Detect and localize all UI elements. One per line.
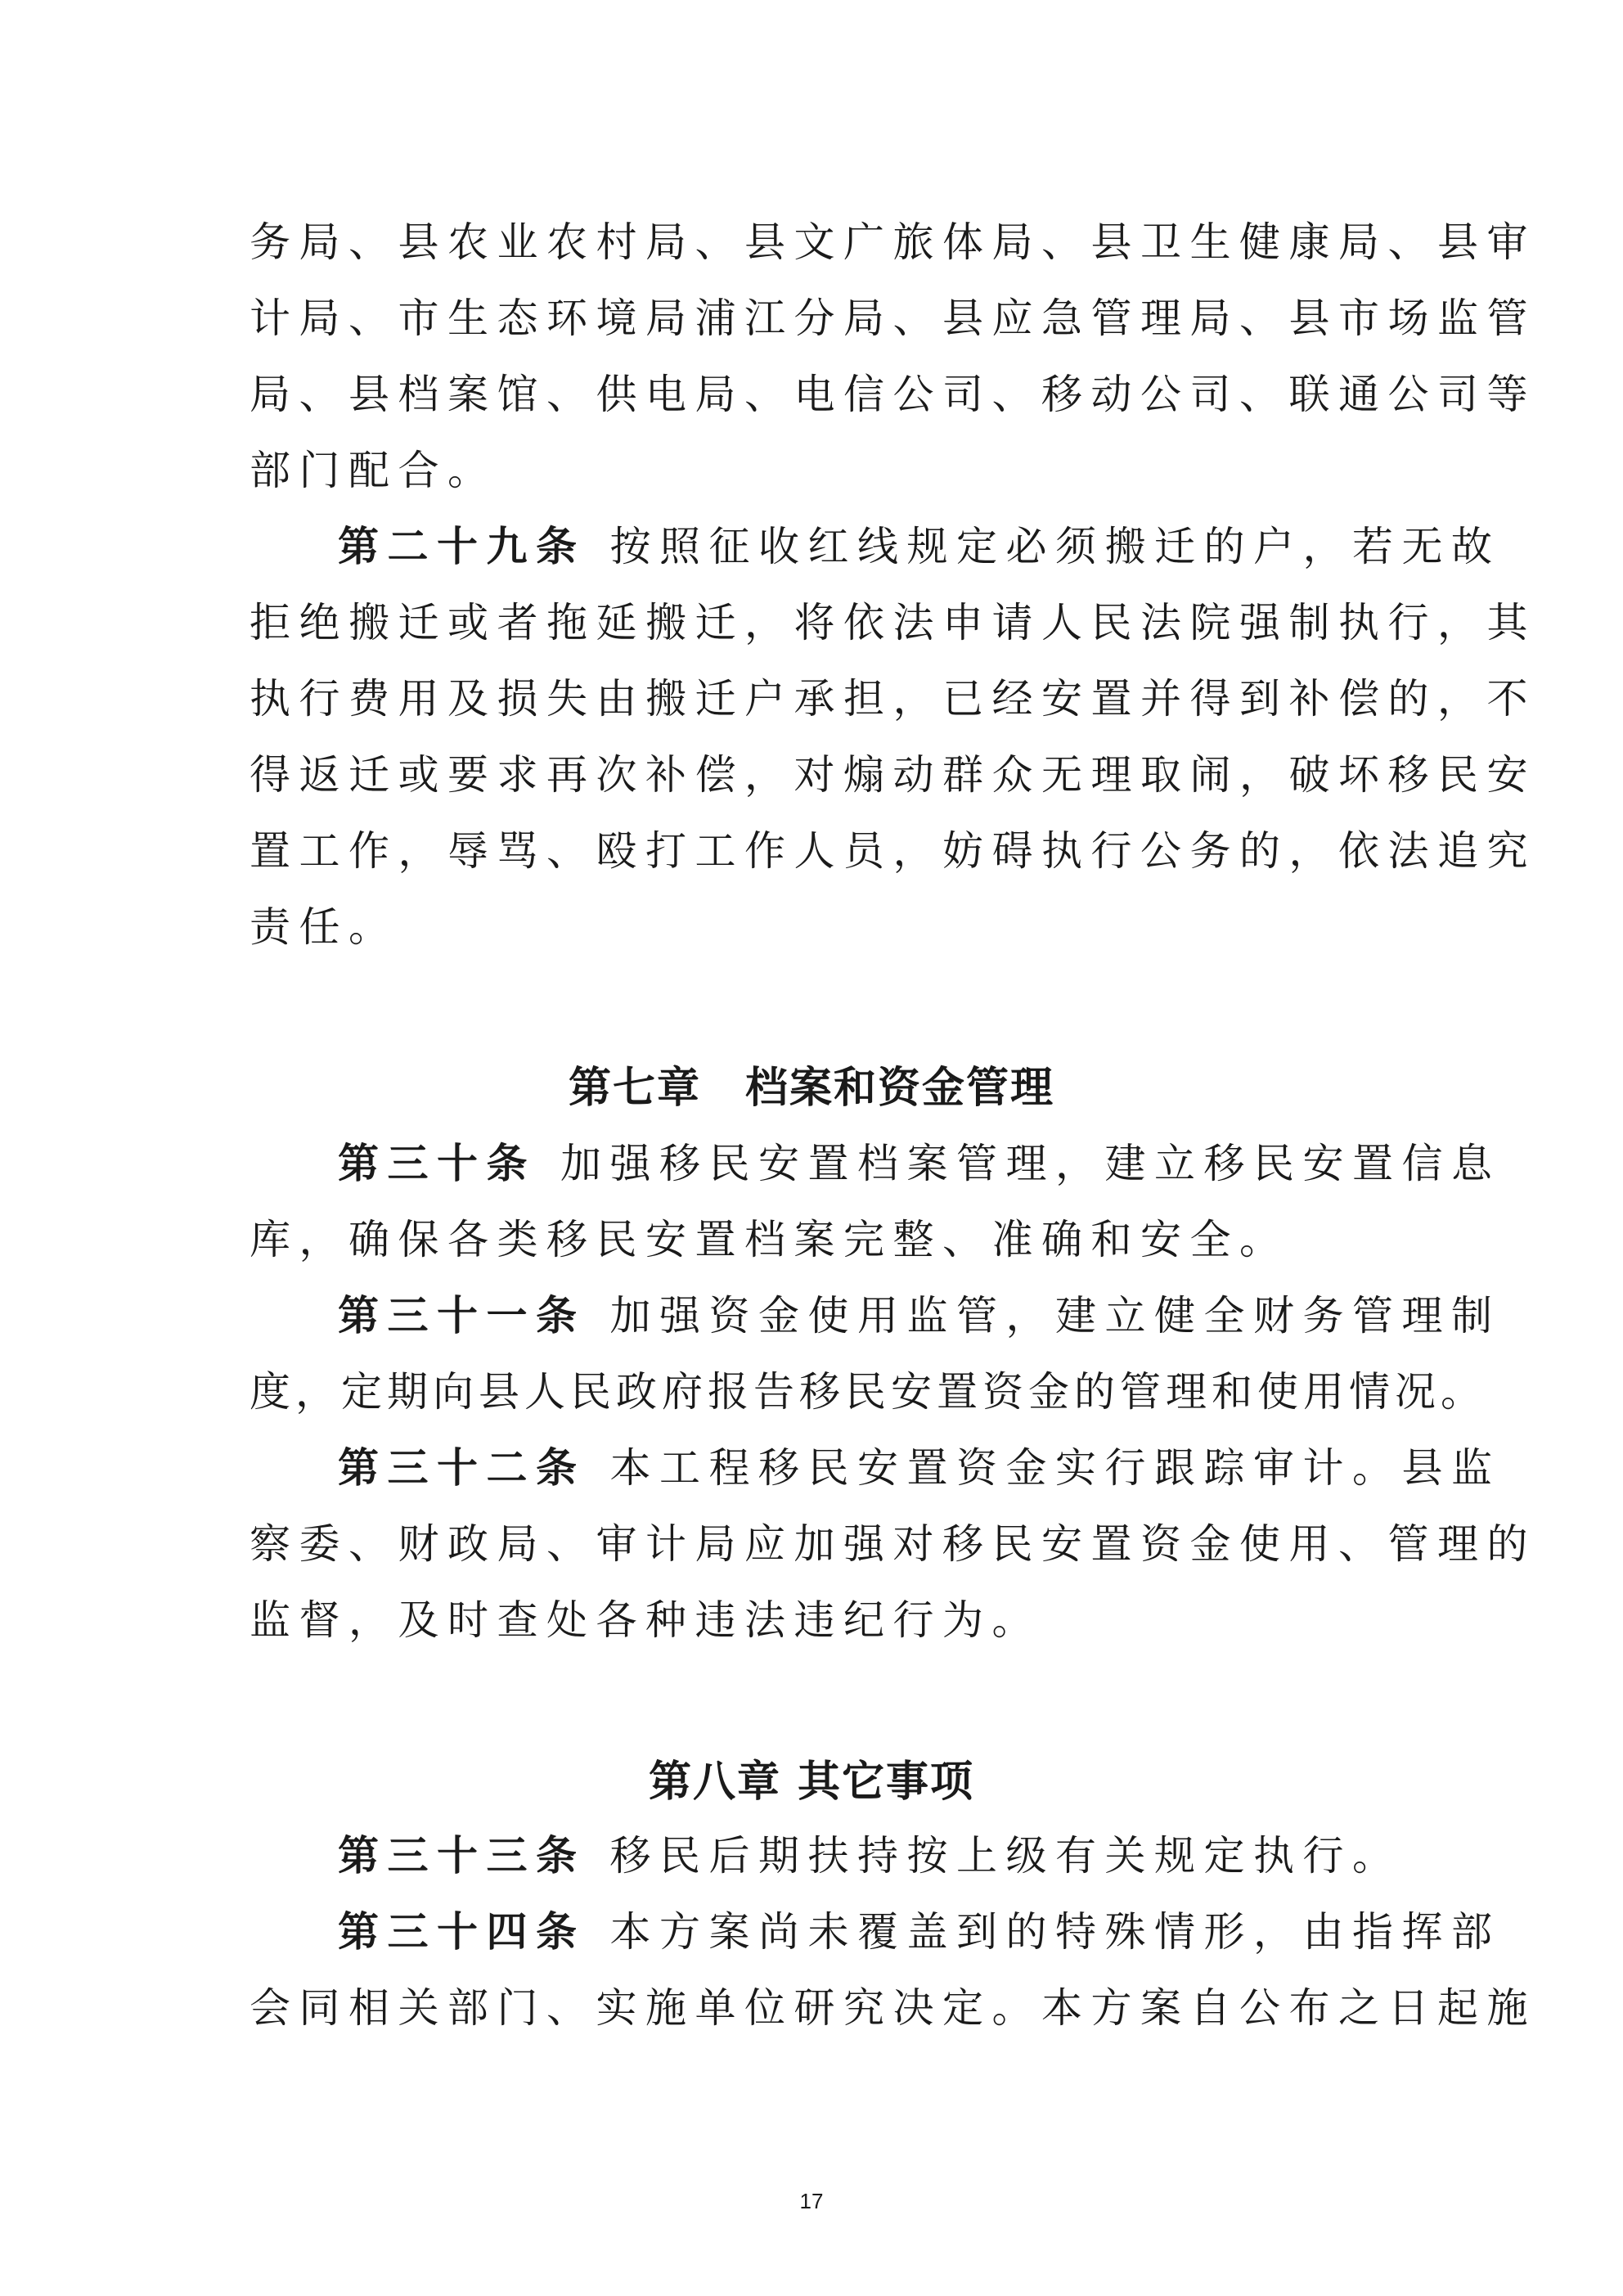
text-line: 得返迁或要求再次补偿，对煽动群众无理取闹，破坏移民安: [250, 751, 1536, 799]
article-text: 本方案尚未覆盖到的特殊情形，由指挥部: [609, 1908, 1501, 1956]
page-number: 17: [799, 2189, 824, 2213]
chapter-title: 第八章 其它事项: [648, 1758, 975, 1807]
text-line: 局、县档案馆、供电局、电信公司、移动公司、联通公司等: [250, 371, 1536, 418]
text-line: 计局、市生态环境局浦江分局、县应急管理局、县市场监管: [250, 295, 1536, 342]
text-line: 拒绝搬迁或者拖延搬迁，将依法申请人民法院强制执行，其: [250, 599, 1536, 646]
article-29-first-line: [338, 522, 1501, 571]
article-number: 第三十条: [338, 1140, 536, 1187]
text-line: 责任。: [250, 903, 398, 951]
article-number: 第三十三条: [338, 1832, 586, 1880]
article-number: 第三十一条: [338, 1292, 586, 1339]
article-text: 本工程移民安置资金实行跟踪审计。县监: [609, 1444, 1501, 1492]
article-text: 按照征收红线规定必须搬迁的户，若无故: [609, 523, 1501, 570]
article-text: 加强资金使用监管，建立健全财务管理制: [609, 1292, 1501, 1339]
article-number: 第三十四条: [338, 1908, 586, 1956]
text-line: 监督，及时查处各种违法违纪行为。: [250, 1596, 1041, 1644]
article-number: 第二十九条: [338, 523, 586, 570]
article-30-first-line: [338, 1139, 1501, 1188]
article-text: 加强移民安置档案管理，建立移民安置信息: [560, 1140, 1501, 1187]
text-line: 度，定期向县人民政府报告移民安置资金的管理和使用情况。: [250, 1368, 1486, 1416]
text-line: 务局、县农业农村局、县文广旅体局、县卫生健康局、县审: [250, 218, 1536, 266]
article-33-first-line: [338, 1831, 1401, 1880]
text-line: 执行费用及损失由搬迁户承担，已经安置并得到补偿的，不: [250, 675, 1536, 723]
text-line: 察委、财政局、审计局应加强对移民安置资金使用、管理的: [250, 1520, 1536, 1568]
text-line: 部门配合。: [250, 447, 497, 494]
text-line: 置工作，辱骂、殴打工作人员，妨碍执行公务的，依法追究: [250, 827, 1536, 875]
text-line: 会同相关部门、实施单位研究决定。本方案自公布之日起施: [250, 1984, 1536, 2032]
article-text: 移民后期扶持按上级有关规定执行。: [609, 1832, 1402, 1880]
text-line: 库，确保各类移民安置档案完整、准确和安全。: [250, 1216, 1289, 1263]
article-32-first-line: [338, 1443, 1501, 1492]
chapter-title: 第七章 档案和资金管理: [568, 1064, 1054, 1113]
article-31-first-line: [338, 1291, 1501, 1340]
article-number: 第三十二条: [338, 1444, 586, 1492]
article-34-first-line: [338, 1907, 1501, 1956]
